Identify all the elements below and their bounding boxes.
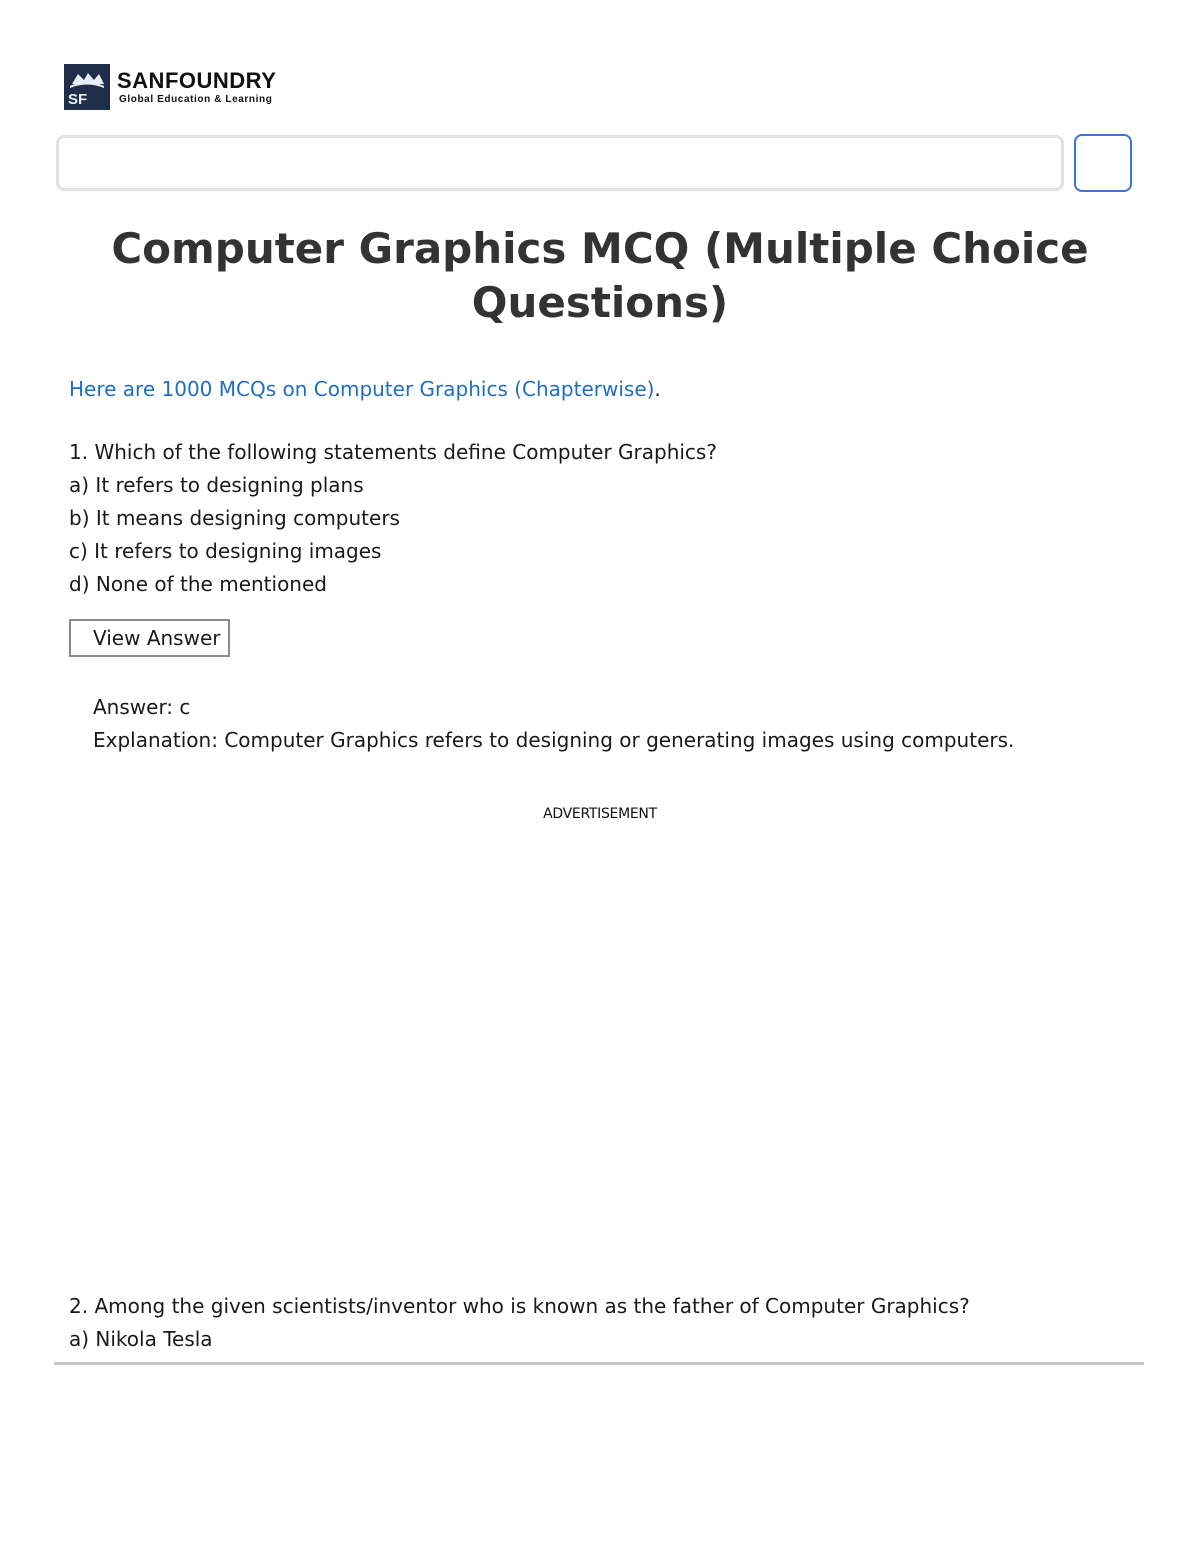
- site-logo[interactable]: [64, 64, 276, 110]
- option-d: d) None of the mentioned: [69, 572, 327, 596]
- option-c: c) It refers to designing images: [69, 539, 382, 563]
- page-title: Computer Graphics MCQ (Multiple Choice Questions): [111, 224, 1089, 327]
- explanation-text: Explanation: Computer Graphics refers to designing or generating images using computers.: [93, 728, 1015, 752]
- intro-suffix: .: [654, 377, 661, 401]
- option-a: a) Nikola Tesla: [69, 1327, 213, 1351]
- answer-text: Answer: c: [93, 695, 191, 719]
- question-text: 2. Among the given scientists/inventor who is known as the father of Computer Graphics?: [69, 1294, 970, 1318]
- question-1: [69, 436, 1139, 601]
- view-answer-button[interactable]: View Answer: [69, 619, 230, 657]
- logo-sf-text: SF: [68, 91, 88, 108]
- logo-mark: [64, 64, 110, 110]
- search-button[interactable]: [1074, 134, 1132, 192]
- question-text: 1. Which of the following statements define Computer Graphics?: [69, 440, 717, 464]
- answer-block: [93, 691, 1139, 757]
- advertisement-label: ADVERTISEMENT: [543, 806, 657, 822]
- search-input[interactable]: [56, 135, 1064, 191]
- option-a: a) It refers to designing plans: [69, 473, 364, 497]
- brand-tagline: Global Education & Learning: [119, 93, 273, 105]
- page-divider: [54, 1362, 1144, 1365]
- article-content: [69, 372, 1139, 757]
- intro-paragraph: [69, 372, 1139, 406]
- option-b: b) It means designing computers: [69, 506, 400, 530]
- brand-name: SANFOUNDRY: [117, 67, 277, 93]
- question-2: [69, 1290, 970, 1356]
- intro-link[interactable]: Here are 1000 MCQs on Computer Graphics (Chapterwise): [69, 377, 655, 401]
